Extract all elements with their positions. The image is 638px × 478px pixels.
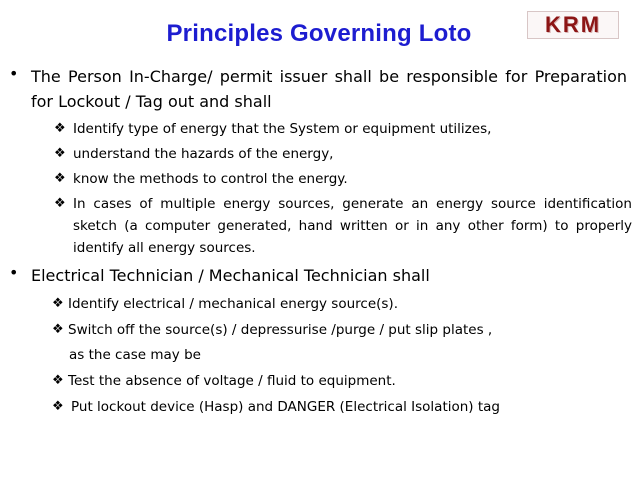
diamond-bullet-icon: ❖ bbox=[54, 121, 66, 136]
sub-item-text: Identify electrical / mechanical energy source(s). bbox=[68, 296, 398, 312]
sub-item-identify-source bbox=[52, 293, 630, 315]
slide-title: Principles Governing Loto bbox=[166, 20, 472, 47]
bullet-text: Electrical Technician / Mechanical Technician shall bbox=[31, 266, 430, 285]
sub-item-understand-hazards bbox=[54, 143, 632, 165]
bullet-text: The Person In-Charge/ permit issuer shall be responsible for Preparation for Lockout / Tag out and shall bbox=[31, 67, 627, 111]
bullet-person-in-charge bbox=[9, 64, 627, 114]
sub-item-switch-off bbox=[52, 319, 630, 341]
diamond-bullet-icon: ❖ bbox=[52, 296, 64, 311]
bullet-technician bbox=[9, 263, 627, 288]
sub-item-multiple-sources bbox=[54, 193, 632, 259]
diamond-bullet-icon: ❖ bbox=[54, 146, 66, 161]
logo-text: KRM bbox=[544, 12, 602, 37]
sub-item-text: understand the hazards of the energy, bbox=[73, 146, 334, 162]
diamond-bullet-icon: ❖ bbox=[54, 171, 66, 186]
bullet-dot: • bbox=[9, 263, 19, 282]
sub-item-text: Switch off the source(s) / depressurise /purge / put slip plates , bbox=[68, 322, 493, 338]
diamond-bullet-icon: ❖ bbox=[54, 196, 66, 211]
sub-item-text: Identify type of energy that the System or equipment utilizes, bbox=[73, 121, 492, 137]
sub-item-identify-energy bbox=[54, 118, 632, 140]
sub-item-control-methods bbox=[54, 168, 632, 190]
bullet-dot: • bbox=[9, 64, 19, 83]
diamond-bullet-icon: ❖ bbox=[52, 399, 64, 414]
sub-item-test-absence bbox=[52, 370, 630, 392]
krm-logo bbox=[527, 11, 619, 39]
sub-item-text: know the methods to control the energy. bbox=[73, 171, 348, 187]
sub-item-continuation: as the case may be bbox=[69, 347, 201, 363]
sub-item-text: In cases of multiple energy sources, generate an energy source identification sketch (a computer generated, hand written or in any other form) to properly identify all energy sources. bbox=[73, 196, 632, 256]
diamond-bullet-icon: ❖ bbox=[52, 322, 64, 337]
sub-item-text: Put lockout device (Hasp) and DANGER (Electrical Isolation) tag bbox=[71, 399, 501, 415]
sub-item-text: Test the absence of voltage / fluid to equipment. bbox=[68, 373, 396, 389]
sub-item-lockout-device bbox=[52, 396, 630, 418]
diamond-bullet-icon: ❖ bbox=[52, 373, 64, 388]
